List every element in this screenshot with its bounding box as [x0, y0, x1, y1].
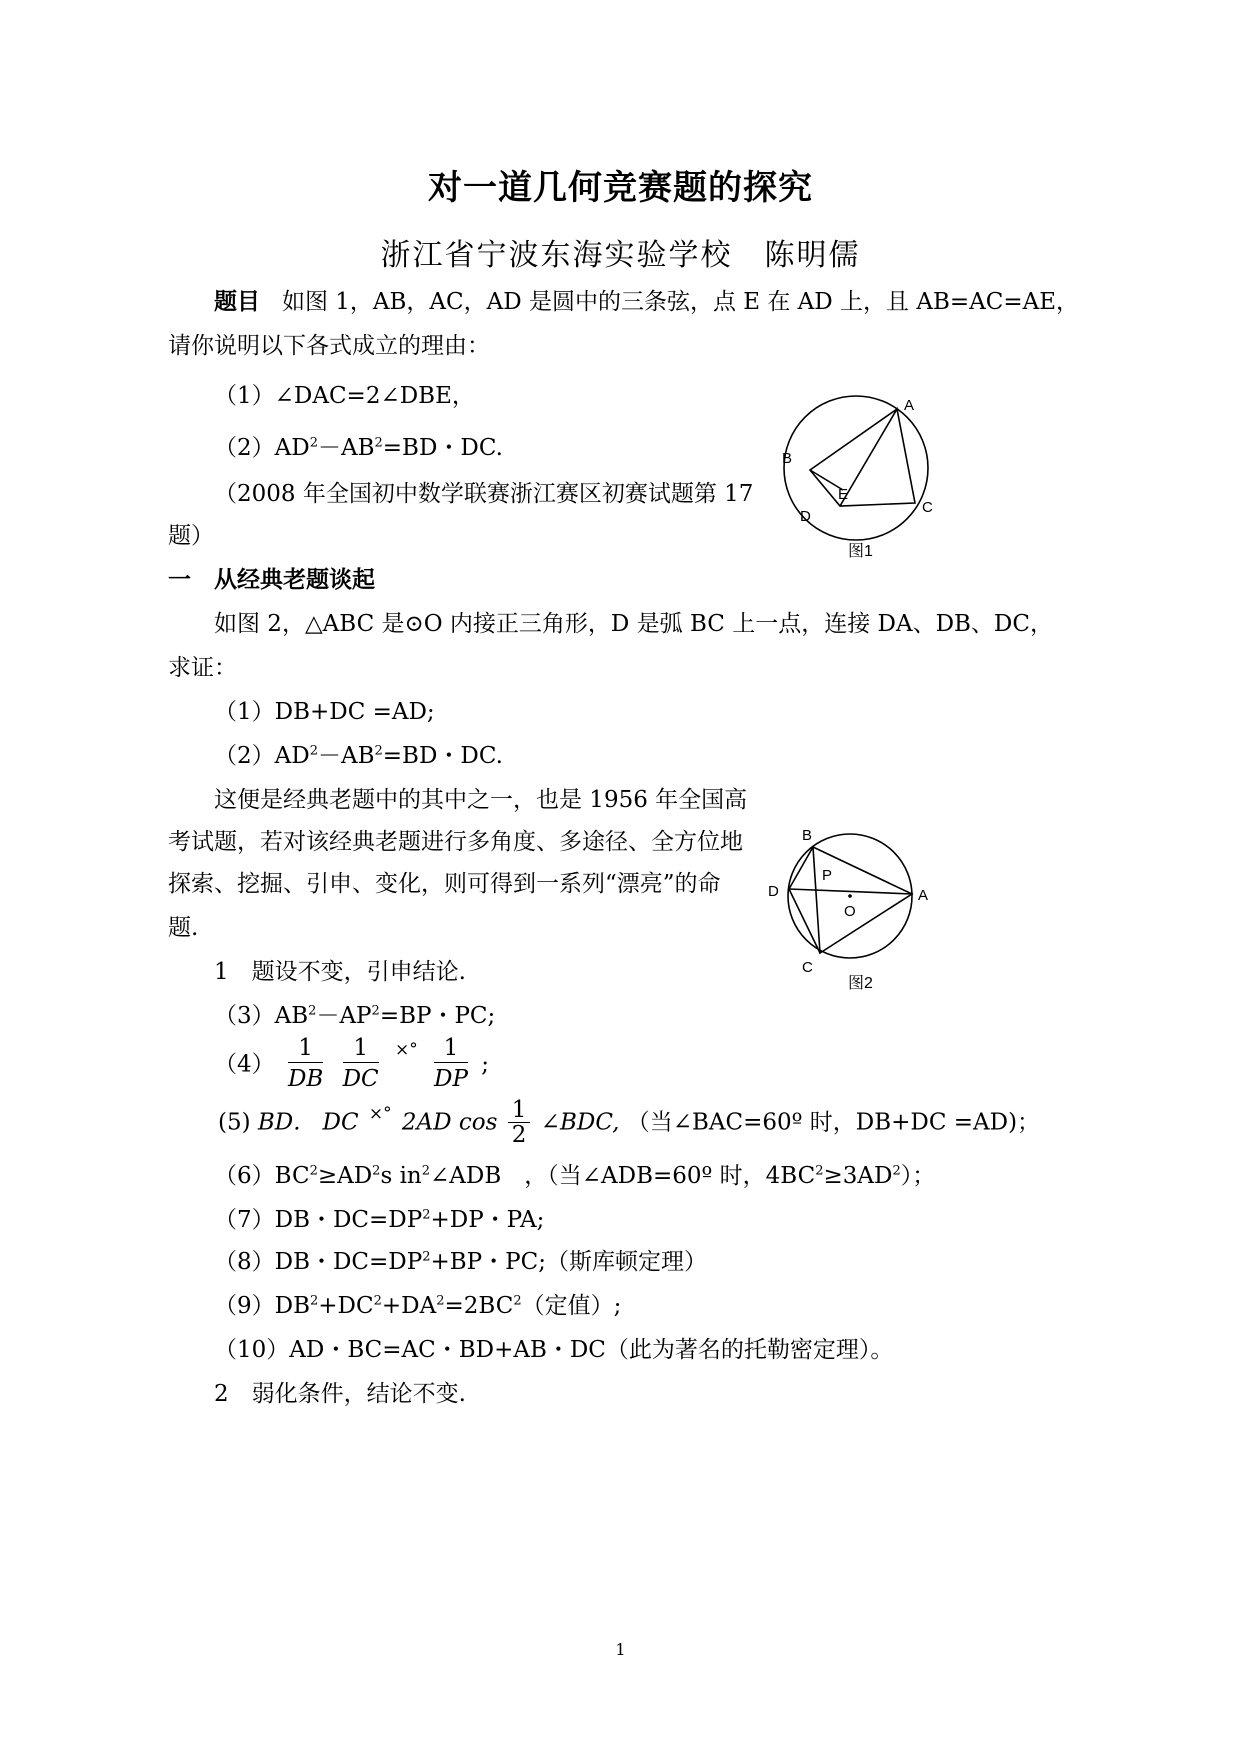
eq-5: (5) BD. DC ×° 2AD cos $\frac{1}{2}$ ∠BDC, （当∠BAC=60º 时，DB+DC =AD)； — [218, 1097, 1041, 1148]
paper-title: 对一道几何竞赛题的探究 — [428, 168, 813, 208]
fig1-chords — [810, 409, 915, 506]
eq-8: （8）DB・$DC=DP^2+BP$・PC;（斯库顿定理） — [214, 1249, 707, 1275]
fig2-label-o: O — [844, 903, 856, 920]
problem-text-2: 请你说明以下各式成立的理由： — [168, 333, 490, 359]
fig2-center-dot — [848, 894, 852, 898]
fig1-label-c: C — [922, 499, 933, 516]
eq-4: （4） $\frac{1}{DB}$ $\frac{1}{DC}$ ×° $\frac{1}{DP}$ ; — [214, 1034, 489, 1095]
problem-source-2: 题） — [168, 523, 214, 549]
eq-9: $(9)DB^2+DC^2+DA^2=2BC^2$（定值）; — [214, 1293, 622, 1319]
para-line-4: 题. — [168, 915, 199, 941]
figure-2 — [762, 822, 942, 994]
problem-text-1: 如图 1，AB，AC，AD 是圆中的三条弦，点 E 在 AD 上，且 AB=AC=AE， — [281, 289, 1080, 315]
fig1-label-a: A — [904, 397, 915, 414]
eq-10: （10）AD・BC=AC・BD+AB・DC（此为著名的托勒密定理）。 — [214, 1337, 894, 1363]
problem-source-1: （2008 年全国初中数学联赛浙江赛区初赛试题第 17 — [214, 481, 754, 507]
fig2-label-p: P — [822, 867, 833, 884]
problem-line-1 — [214, 286, 1079, 318]
eq-3: $(3)AB^2-AP^2=BP$・PC; — [214, 1003, 496, 1029]
problem-item-2: $(2)AD^2-AB^2=BD$・DC. — [214, 435, 503, 461]
eq-6: $(6)BC^2\ge AD^2s$ $in^2\angle ADB$ ，（当∠ADB=60º 时，$4BC^2\ge 3AD^2$）； — [214, 1163, 936, 1189]
eq-4-broken-glyph: ×° — [394, 1040, 418, 1060]
para-line-2: 考试题，若对该经典老题进行多角度、多途径、全方位地 — [168, 829, 743, 855]
paper-author: 浙江省宁波东海实验学校 陈明儒 — [380, 238, 861, 273]
problem-label: 题目 — [214, 288, 260, 315]
fig1-label-d: D — [800, 508, 811, 525]
fig2-caption: 图2 — [848, 975, 873, 992]
section-1-text-1: 如图 2，△ABC 是⊙O 内接正三角形，D 是弧 BC 上一点，连接 DA、DB、DC， — [214, 611, 1053, 637]
fig2-label-a: A — [918, 887, 929, 904]
claim-1: （1）DB+DC =AD; — [214, 699, 435, 725]
fig2-label-d: D — [768, 883, 779, 900]
fig1-label-b: B — [782, 450, 793, 467]
fig2-chord-da — [789, 889, 912, 894]
figure-1 — [770, 378, 948, 564]
eq-4-frac-dp: $\frac{1}{DP}$ — [434, 1035, 468, 1092]
subsection-1: 1 题设不变，引申结论. — [214, 959, 466, 985]
eq-5-frac-half: $\frac{1}{2}$ — [508, 1098, 531, 1147]
eq-4-frac-dc: $\frac{1}{DC}$ — [342, 1035, 379, 1092]
eq-5-broken-glyph: ×° — [368, 1104, 392, 1124]
eq-4-frac-db: $\frac{1}{DB}$ — [287, 1035, 324, 1092]
fig1-label-e: E — [838, 486, 849, 503]
fig2-label-c: C — [802, 959, 813, 976]
page-number: 1 — [615, 1640, 626, 1659]
fig1-caption: 图1 — [848, 543, 873, 560]
claim-2: $(2)AD^2-AB^2=BD$・DC. — [214, 743, 503, 769]
para-line-1: 这便是经典老题中的其中之一，也是 1956 年全国高 — [214, 787, 748, 813]
problem-item-1: （1）∠DAC=2∠DBE， — [214, 383, 475, 409]
fig2-label-b: B — [802, 827, 813, 844]
section-1-heading: 一 从经典老题谈起 — [168, 566, 375, 593]
section-1-text-2: 求证： — [168, 655, 237, 681]
para-line-3: 探索、挖掘、引申、变化，则可得到一系列“漂亮”的命 — [168, 871, 721, 897]
eq-7: （7）DB・$DC=DP^2+DP$・PA; — [214, 1207, 545, 1233]
subsection-2: 2 弱化条件，结论不变. — [214, 1381, 466, 1407]
